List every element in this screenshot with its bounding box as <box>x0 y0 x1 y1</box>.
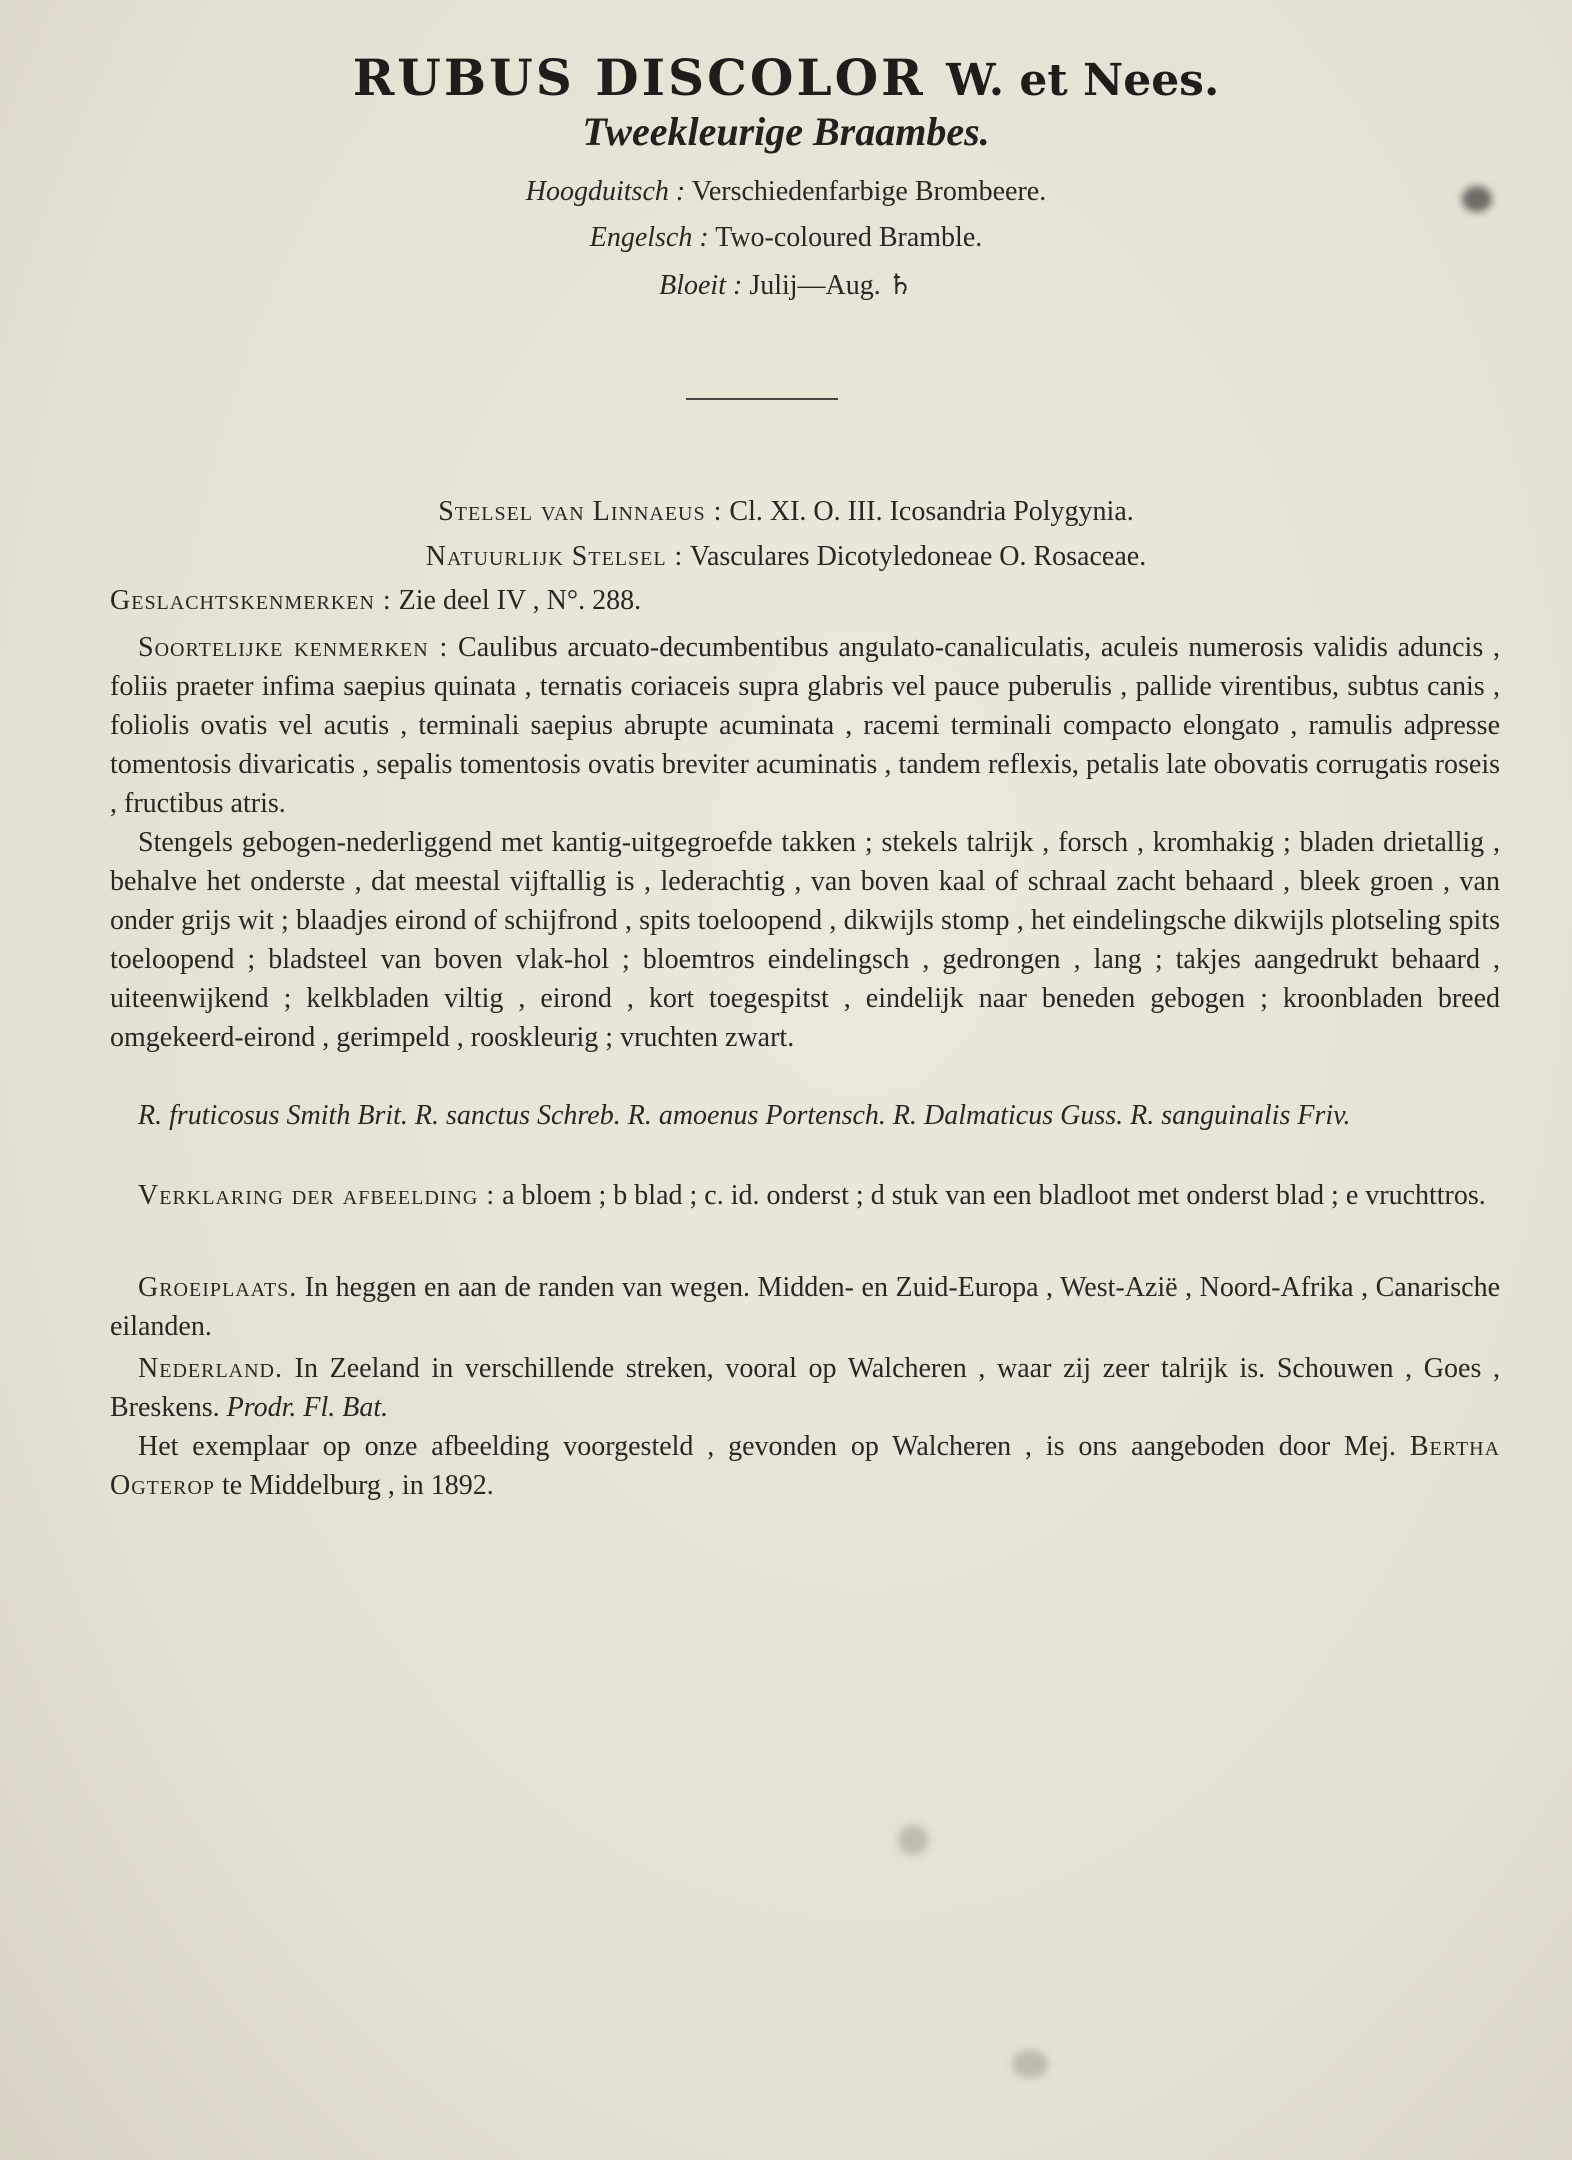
bloom-line <box>0 268 1572 302</box>
divider <box>686 398 838 400</box>
english-label: Engelsch : <box>589 222 709 253</box>
species-latin: Soortelijke kenmerken : Caulibus arcuato-decumbentibus angulato-canaliculatis, aculeis numerosis validis aduncis , foliis praeter infima saepius quinata , ternatis coriaceis supra glabris vel pauce puberulis , pallide virentibus, subtus canis , foliolis ovatis vel acutis , terminali saepius abrupte acuminata , racemi terminali compacto elongato , ramulis adpresse tomentosis divaricatis , sepalis tomentosis ovatis breviter acuminatis , tandem reflexis, petalis late obovatis corrugatis roseis , fructibus atris. <box>110 632 1500 819</box>
natural-system: Natuurlijk Stelsel : Vasculares Dicotyledoneae O. Rosaceae. <box>425 541 1147 572</box>
dutch-name: Tweekleurige Braambes. <box>582 109 990 154</box>
synonyms: R. fruticosus Smith Brit. R. sanctus Schreb. R. amoenus Portensch. R. Dalmaticus Guss. R. sanguinalis Friv. <box>138 1100 1351 1131</box>
bloom-label: Bloeit : <box>659 270 743 301</box>
german-name-line <box>0 176 1572 208</box>
stain-spot <box>898 1825 928 1855</box>
netherlands: Nederland. In Zeeland in verschillende streken, vooral op Walcheren , waar zij zeer talrijk is. Schouwen , Goes , Breskens. Prodr. Fl. Bat. <box>110 1353 1501 1423</box>
stain-spot <box>1012 2050 1048 2078</box>
german-label: Hoogduitsch : <box>525 176 686 207</box>
english-value: Two-coloured Bramble. <box>715 222 983 253</box>
habitat: Groeiplaats. In heggen en aan de randen van wegen. Midden- en Zuid-Europa , West-Azië , Noord-Afrika , Canarische eilanden. <box>110 1272 1500 1342</box>
german-value: Verschiedenfarbige Brombeere. <box>691 176 1047 207</box>
specimen-note: Het exemplaar op onze afbeelding voorgesteld , gevonden op Walcheren , is ons aangeboden door Mej. Bertha Ogterop te Middelburg , in 1892. <box>110 1431 1501 1501</box>
genus-characters: Geslachtskenmerken : Zie deel IV , N°. 288. <box>110 585 642 616</box>
page-title: RUBUS DISCOLOR W. et Nees. <box>352 48 1220 107</box>
species-dutch: Stengels gebogen-nederliggend met kantig-uitgegroefde takken ; stekels talrijk , forsch , kromhakig ; bladen drietallig , behalve het onderste , dat meestal vijftallig is , lederachtig , van boven kaal of schraal zacht behaard , bleek groen , van onder grijs wit ; blaadjes eirond of schijfrond , spits toeloopend , dikwijls stomp , het eindelingsche dikwijls plotseling spits toeloopend ; bladsteel van boven vlak-hol ; bloemtros eindelingsch , gedrongen , lang ; takjes aangedrukt behaard , uiteenwijkend ; kelkbladen viltig , eirond , kort toegespitst , eindelijk naar beneden gebogen ; kroonbladen breed omgekeerd-eirond , gerimpeld , rooskleurig ; vruchten zwart. <box>110 827 1500 1053</box>
bloom-value: Julij—Aug. ♄ <box>749 270 913 301</box>
english-name-line <box>0 222 1572 254</box>
figure-explanation: Verklaring der afbeelding : a bloem ; b blad ; c. id. onderst ; d stuk van een bladloot met onderst blad ; e vruchttros. <box>138 1180 1486 1211</box>
linnaeus-system: Stelsel van Linnaeus : Cl. XI. O. III. Icosandria Polygynia. <box>438 496 1134 527</box>
